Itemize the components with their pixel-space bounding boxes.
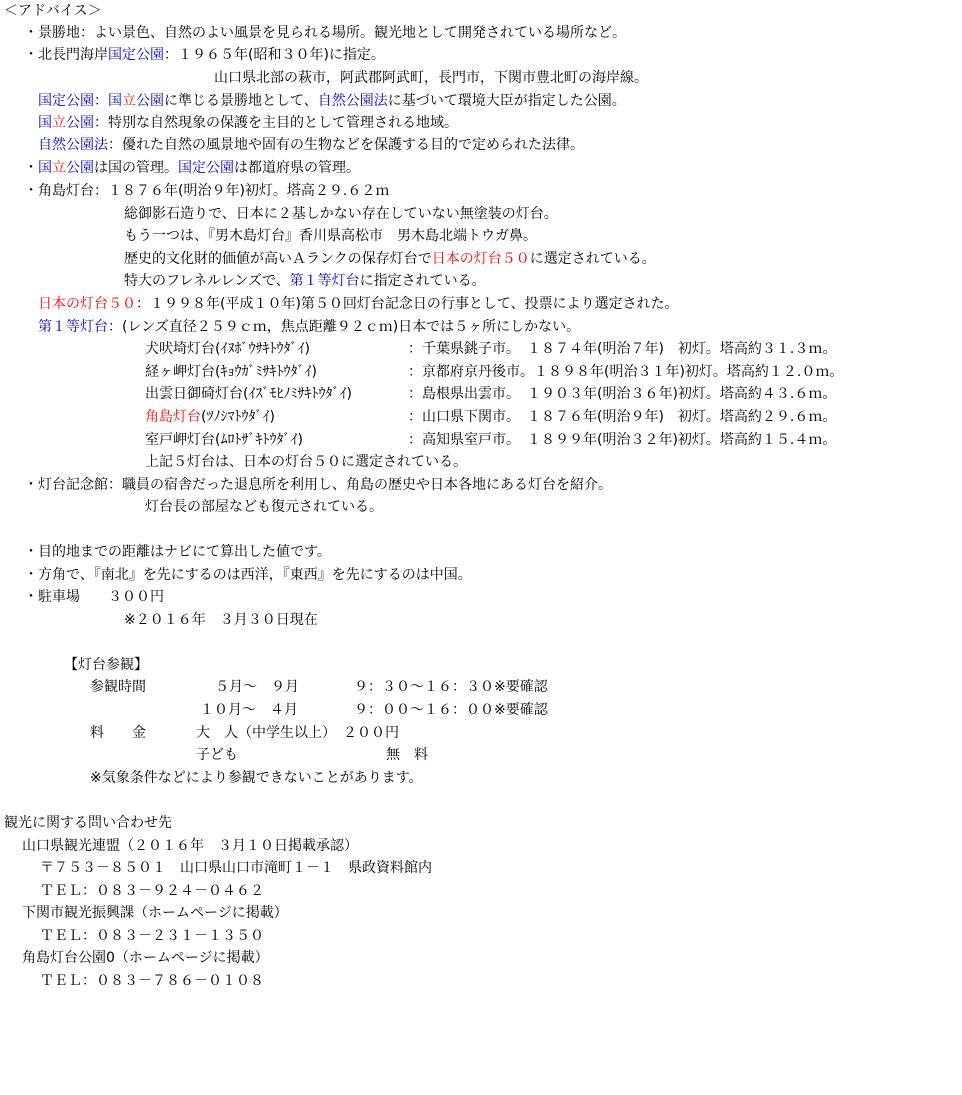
text-segment: ５月～ ９月 [215, 679, 299, 695]
text-segment: 室戸岬灯台(ﾑﾛﾄｻﾞｷﾄｳﾀﾞｲ) [145, 432, 303, 448]
text-segment: ：山口県下関市。 １８７６年(明治９年) 初灯。塔高約２９.６ｍ。 [408, 409, 837, 425]
text-segment: １０月～ ４月 [200, 702, 298, 718]
text-segment: 経ヶ岬灯台(ｷｮｳｶﾞﾐｻｷﾄｳﾀﾞｲ) [145, 364, 317, 380]
text-line [196, 744, 238, 766]
text-segment: ・ [24, 160, 38, 176]
text-line [90, 676, 146, 698]
text-segment: ＴＥＬ：０８３－９２４－０４６２ [40, 883, 264, 899]
text-line [24, 541, 331, 563]
text-segment: 観光に関する問い合わせ先 [4, 815, 172, 831]
text-segment: 公園 [66, 160, 94, 176]
text-segment: 国定公園 [108, 47, 164, 63]
text-line [145, 429, 303, 451]
text-segment: ・目的地までの距離はナビにて算出した値です。 [24, 544, 331, 560]
text-segment: ＴＥＬ：０８３－２３１－１３５０ [40, 928, 264, 944]
text-segment: 立 [52, 115, 66, 131]
text-segment: ：１９９８年(平成１０年)第５０回灯台記念日の行事として、投票により選定された。 [136, 296, 679, 312]
text-line [408, 406, 836, 428]
text-segment: 角島灯台 [145, 409, 201, 425]
text-line [22, 902, 288, 924]
text-segment: 公園 [66, 115, 94, 131]
text-line [145, 451, 467, 473]
text-segment: に選定されている。 [529, 251, 656, 267]
text-line [408, 383, 836, 405]
text-segment: 歴史的文化財的価値が高いＡランクの保存灯台で [124, 251, 432, 267]
text-line [24, 157, 360, 179]
text-line [24, 44, 385, 66]
text-line [22, 947, 269, 969]
text-segment: 国定公園 [178, 160, 234, 176]
text-segment: 【灯台参観】 [64, 657, 148, 673]
text-segment: 下関市観光振興課（ホームページに掲載） [22, 905, 288, 921]
text-segment: 犬吠埼灯台(ｲﾇﾎﾞｳｻｷﾄｳﾀﾞｲ) [145, 341, 310, 357]
text-line [40, 857, 432, 879]
text-line [40, 880, 264, 902]
text-line [145, 406, 275, 428]
text-segment: 国 [38, 160, 52, 176]
text-segment: (ﾂﾉｼﾏﾄｳﾀﾞｲ) [201, 409, 275, 425]
text-segment: 国定公園 [38, 93, 94, 109]
text-segment: ：１９６５年(昭和３０年)に指定。 [164, 47, 385, 63]
text-segment: 上記５灯台は、日本の灯台５０に選定されている。 [145, 454, 467, 470]
text-line [408, 361, 843, 383]
text-segment: ：京都府京丹後市。１８９８年(明治３１年)初灯。塔高約１２.０ｍ。 [408, 364, 844, 380]
text-segment: ：(レンズ直径２５９ｃｍ，焦点距離９２ｃｍ)日本では５ヶ所にしかない。 [108, 319, 581, 335]
text-line [124, 203, 558, 225]
text-line [40, 925, 264, 947]
text-segment: もう一つは、『男木島灯台』香川県高松市 男木島北端トウガ鼻。 [124, 228, 537, 244]
text-line [215, 676, 299, 698]
text-segment: 国 [38, 115, 52, 131]
text-line [124, 609, 318, 631]
text-line [196, 722, 399, 744]
text-line [408, 429, 836, 451]
text-line [4, 812, 172, 834]
text-segment: ：島根県出雲市。 １９０３年(明治３６年)初灯。塔高約４３.６ｍ。 [408, 386, 837, 402]
text-segment: は国の管理。 [94, 160, 178, 176]
text-segment: 〒７５３－８５０１ 山口県山口市滝町１－１ 県政資料館内 [40, 860, 432, 876]
text-segment: に準じる景勝地として、 [164, 93, 318, 109]
text-line [145, 338, 310, 360]
text-segment: 出雲日御碕灯台(ｲｽﾞﾓﾋﾉﾐｻｷﾄｳﾀﾞｲ) [145, 386, 352, 402]
text-line [40, 970, 264, 992]
text-line [38, 134, 584, 156]
text-segment: 山口県北部の萩市，阿武郡阿武町，長門市，下関市豊北町の海岸線。 [214, 70, 648, 86]
text-line [124, 225, 537, 247]
text-segment: ：高知県室戸市。 １８９９年(明治３２年)初灯。塔高約１５.４ｍ。 [408, 432, 837, 448]
text-segment: ９：３０～１６：３０※要確認 [354, 679, 548, 695]
text-segment: 参観時間 [90, 679, 146, 695]
text-segment: 山口県観光連盟（２０１６年 ３月１０日掲載承認） [22, 838, 358, 854]
text-line [24, 586, 164, 608]
text-segment: 料 金 [90, 725, 146, 741]
text-segment: ・北長門海岸 [24, 47, 108, 63]
text-segment: 大 人（中学生以上） ２００円 [196, 725, 399, 741]
text-segment: 総御影石造りで、日本に２基しかない存在していない無塗装の灯台。 [124, 206, 558, 222]
text-segment: ９：００～１６：００※要確認 [354, 702, 548, 718]
text-line [24, 474, 612, 496]
text-line [200, 699, 298, 721]
text-segment: ・駐車場 ３００円 [24, 589, 164, 605]
text-segment: ・方角で、『南北』を先にするのは西洋，『東西』を先にするのは中国。 [24, 567, 472, 583]
text-segment: 日本の灯台５０ [38, 296, 136, 312]
text-segment: 立 [122, 93, 136, 109]
text-line [90, 767, 423, 789]
text-line [90, 722, 146, 744]
text-line [124, 270, 486, 292]
text-segment: ：優れた自然の風景地や固有の生物などを保護する目的で定められた法律。 [108, 137, 584, 153]
text-segment: ：千葉県銚子市。 １８７４年(明治７年) 初灯。塔高約３１.３ｍ。 [408, 341, 837, 357]
text-line [38, 112, 458, 134]
text-segment: 第１等灯台 [38, 319, 108, 335]
text-segment: ・景勝地：よい景色、自然のよい風景を見られる場所。観光地として開発されている場所など。 [24, 25, 626, 41]
text-segment: 子ども [196, 747, 238, 763]
text-line [386, 744, 428, 766]
text-segment: 無 料 [386, 747, 428, 763]
text-segment: ＜アドバイス＞ [4, 3, 102, 19]
text-segment: ＴＥＬ：０８３－７８６－０１０８ [40, 973, 264, 989]
text-line [408, 338, 836, 360]
text-line [38, 90, 626, 112]
text-segment: ※２０１６年 ３月３０日現在 [124, 612, 318, 628]
text-line [22, 835, 358, 857]
text-segment: ・灯台記念館：職員の宿舎だった退息所を利用し、角島の歴史や日本各地にある灯台を紹介。 [24, 477, 612, 493]
text-segment: 公園 [136, 93, 164, 109]
text-line [38, 316, 580, 338]
text-line [38, 293, 679, 315]
text-line [214, 67, 648, 89]
text-segment: 特大のフレネルレンズで、 [124, 273, 290, 289]
text-line [24, 22, 626, 44]
text-line [145, 361, 317, 383]
text-line [124, 248, 656, 270]
text-segment: 第１等灯台 [289, 273, 360, 289]
text-segment: ： [94, 93, 108, 109]
text-segment: ・角島灯台：１８７６年(明治９年)初灯。塔高２９.６２ｍ [24, 183, 390, 199]
text-segment: 立 [52, 160, 66, 176]
text-segment: に基づいて環境大臣が指定した公園。 [387, 93, 626, 109]
text-line [4, 0, 102, 22]
text-line [24, 564, 472, 586]
text-segment: ：特別な自然現象の保護を主目的として管理される地域。 [94, 115, 458, 131]
text-segment: 国 [108, 93, 122, 109]
text-segment: に指定されている。 [359, 273, 486, 289]
text-line [354, 699, 548, 721]
text-line [145, 496, 383, 518]
text-line [354, 676, 548, 698]
text-segment: は都道府県の管理。 [234, 160, 360, 176]
text-line [24, 180, 389, 202]
text-segment: 灯台長の部屋なども復元されている。 [145, 499, 383, 515]
text-segment: 角島灯台公園0（ホームページに掲載） [22, 950, 269, 966]
text-segment: ※気象条件などにより参観できないことがあります。 [90, 770, 423, 786]
text-segment: 自然公園法 [317, 93, 388, 109]
text-segment: 日本の灯台５０ [431, 251, 530, 267]
text-line [64, 654, 148, 676]
text-line [145, 383, 352, 405]
text-segment: 自然公園法 [38, 137, 108, 153]
